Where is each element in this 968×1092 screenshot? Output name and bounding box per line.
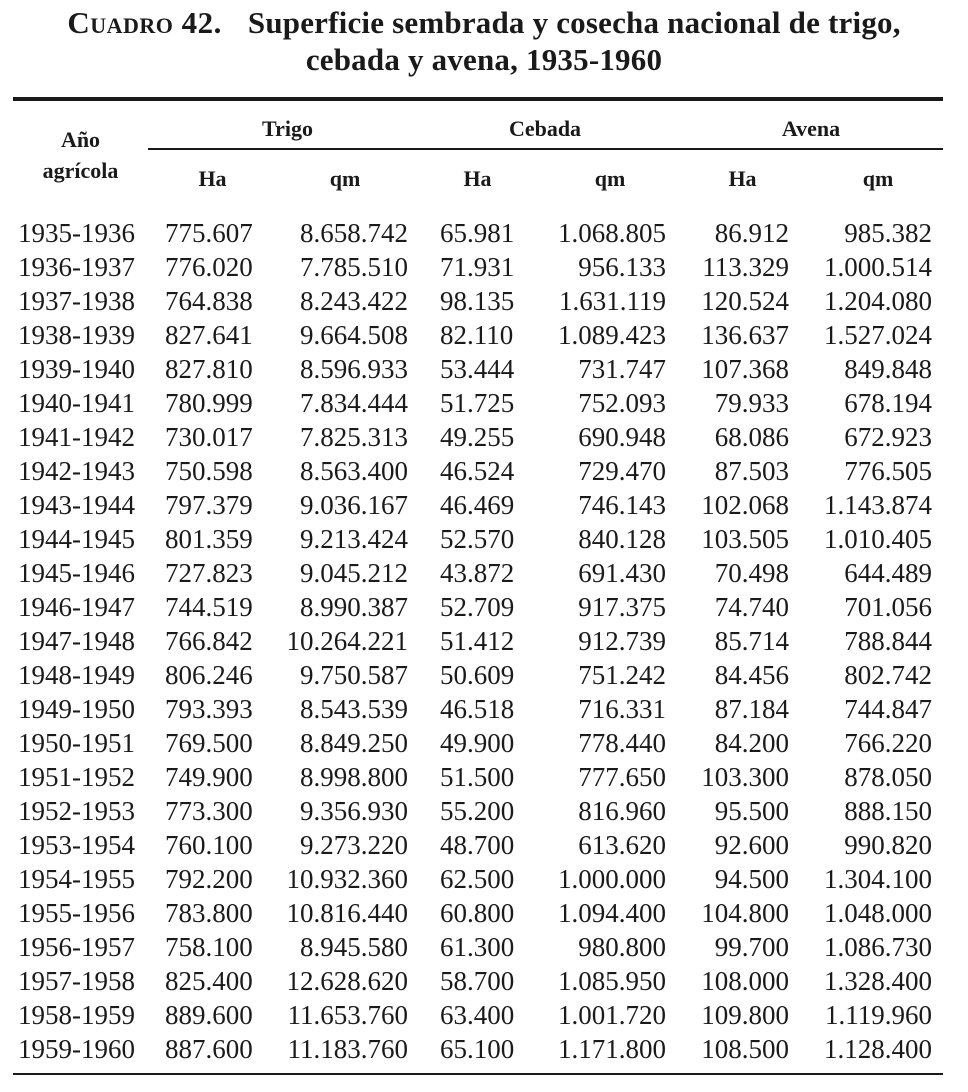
cell-avena-qm: 888.150	[844, 796, 932, 826]
table-row	[0, 726, 968, 760]
cell-trigo-qm: 11.653.760	[287, 1000, 408, 1030]
table-row	[0, 250, 968, 284]
cell-cebada-qm: 1.089.423	[558, 320, 666, 350]
cell-trigo-ha: 887.600	[165, 1034, 253, 1064]
cell-avena-qm: 849.848	[844, 354, 932, 384]
cell-year: 1954-1955	[18, 864, 135, 894]
cell-avena-qm: 1.304.100	[824, 864, 932, 894]
cell-avena-qm: 985.382	[844, 218, 932, 248]
header-unit-trigo-qm: qm	[329, 166, 361, 191]
cell-year: 1959-1960	[18, 1034, 135, 1064]
cell-cebada-ha: 62.500	[440, 864, 515, 894]
cell-cebada-qm: 746.143	[578, 490, 666, 520]
table-row	[0, 284, 968, 318]
cell-avena-qm: 776.505	[844, 456, 932, 486]
cell-cebada-ha: 65.100	[440, 1034, 515, 1064]
table-row	[0, 930, 968, 964]
cell-avena-ha: 120.524	[701, 286, 789, 316]
cell-year: 1939-1940	[18, 354, 135, 384]
cell-avena-qm: 1.328.400	[824, 966, 932, 996]
title-line-1	[0, 4, 968, 41]
cell-avena-ha: 108.500	[701, 1034, 789, 1064]
cell-year: 1945-1946	[18, 558, 135, 588]
cell-trigo-ha: 780.999	[165, 388, 253, 418]
header-unit-cebada-ha: Ha	[463, 166, 492, 191]
header-unit-avena-qm: qm	[862, 166, 894, 191]
cell-trigo-ha: 825.400	[165, 966, 253, 996]
cell-cebada-ha: 51.725	[440, 388, 515, 418]
cell-trigo-qm: 9.213.424	[300, 524, 408, 554]
cell-year: 1946-1947	[18, 592, 135, 622]
cell-cebada-qm: 731.747	[578, 354, 666, 384]
table-row	[0, 590, 968, 624]
table-row	[0, 964, 968, 998]
cell-avena-qm: 1.010.405	[824, 524, 932, 554]
cell-trigo-ha: 764.838	[165, 286, 253, 316]
cell-cebada-qm: 777.650	[578, 762, 666, 792]
cell-cebada-ha: 98.135	[440, 286, 515, 316]
cell-trigo-ha: 783.800	[165, 898, 253, 928]
cell-cebada-ha: 52.570	[440, 524, 515, 554]
cell-cebada-qm: 751.242	[578, 660, 666, 690]
cell-trigo-qm: 7.785.510	[300, 252, 408, 282]
cell-avena-ha: 70.498	[714, 558, 789, 588]
cell-cebada-qm: 690.948	[578, 422, 666, 452]
table-row	[0, 352, 968, 386]
cell-avena-qm: 878.050	[844, 762, 932, 792]
cell-trigo-ha: 827.641	[165, 320, 253, 350]
cell-cebada-qm: 956.133	[578, 252, 666, 282]
cell-avena-qm: 744.847	[844, 694, 932, 724]
cell-avena-ha: 104.800	[701, 898, 789, 928]
header-group-avena: Avena	[781, 116, 841, 141]
cell-cebada-qm: 716.331	[578, 694, 666, 724]
cell-cebada-qm: 840.128	[578, 524, 666, 554]
cell-avena-qm: 678.194	[844, 388, 932, 418]
cell-avena-ha: 92.600	[714, 830, 789, 860]
cell-trigo-ha: 792.200	[165, 864, 253, 894]
table-row	[0, 998, 968, 1032]
cell-avena-qm: 1.119.960	[825, 1000, 932, 1030]
cell-avena-qm: 788.844	[844, 626, 932, 656]
cell-trigo-ha: 769.500	[165, 728, 253, 758]
header-group-cebada: Cebada	[508, 116, 582, 141]
cell-avena-qm: 1.143.874	[824, 490, 932, 520]
cell-avena-qm: 1.128.400	[824, 1034, 932, 1064]
table-row	[0, 318, 968, 352]
cell-avena-qm: 701.056	[844, 592, 932, 622]
cell-year: 1958-1959	[18, 1000, 135, 1030]
cell-year: 1935-1936	[18, 218, 135, 248]
table-row	[0, 828, 968, 862]
header-year-line-1: Año	[60, 127, 101, 152]
cell-avena-ha: 99.700	[714, 932, 789, 962]
cell-year: 1937-1938	[18, 286, 135, 316]
cell-year: 1956-1957	[18, 932, 135, 962]
table-body	[0, 216, 968, 1066]
cell-avena-qm: 1.204.080	[824, 286, 932, 316]
cell-year: 1947-1948	[18, 626, 135, 656]
header-unit-avena-ha: Ha	[728, 166, 757, 191]
cell-trigo-ha: 727.823	[165, 558, 253, 588]
cell-cebada-qm: 1.631.119	[559, 286, 666, 316]
cell-trigo-qm: 8.998.800	[300, 762, 408, 792]
cell-cebada-ha: 58.700	[440, 966, 515, 996]
cell-avena-ha: 84.200	[714, 728, 789, 758]
cell-avena-qm: 1.527.024	[824, 320, 932, 350]
table-row	[0, 216, 968, 250]
group-underline	[148, 148, 943, 150]
table-row	[0, 488, 968, 522]
cell-cebada-ha: 71.931	[440, 252, 515, 282]
cell-trigo-qm: 8.990.387	[300, 592, 408, 622]
cell-trigo-ha: 889.600	[165, 1000, 253, 1030]
cell-cebada-ha: 46.524	[440, 456, 515, 486]
cell-avena-ha: 87.503	[714, 456, 789, 486]
cell-trigo-ha: 776.020	[165, 252, 253, 282]
cell-trigo-qm: 7.825.313	[300, 422, 408, 452]
cell-year: 1953-1954	[18, 830, 135, 860]
cell-trigo-qm: 10.264.221	[286, 626, 408, 656]
cell-avena-ha: 113.329	[702, 252, 789, 282]
cell-cebada-qm: 691.430	[578, 558, 666, 588]
cell-avena-ha: 84.456	[714, 660, 789, 690]
cell-avena-ha: 87.184	[714, 694, 789, 724]
cell-cebada-qm: 980.800	[578, 932, 666, 962]
cell-cebada-qm: 917.375	[578, 592, 666, 622]
header-group-trigo: Trigo	[262, 116, 313, 141]
cell-trigo-qm: 9.045.212	[300, 558, 408, 588]
header-unit-cebada-qm: qm	[594, 166, 626, 191]
cell-cebada-qm: 752.093	[578, 388, 666, 418]
cell-cebada-ha: 46.518	[440, 694, 515, 724]
cell-trigo-ha: 750.598	[165, 456, 253, 486]
cell-year: 1942-1943	[18, 456, 135, 486]
cell-avena-qm: 990.820	[844, 830, 932, 860]
cell-trigo-ha: 744.519	[165, 592, 253, 622]
cell-cebada-ha: 55.200	[440, 796, 515, 826]
cell-avena-qm: 1.086.730	[824, 932, 932, 962]
cell-trigo-qm: 12.628.620	[286, 966, 408, 996]
cell-cebada-qm: 1.094.400	[558, 898, 666, 928]
bottom-rule	[13, 1073, 943, 1075]
title-text-1: Superficie sembrada y cosecha nacional de trigo,	[247, 5, 901, 40]
cell-trigo-qm: 10.932.360	[286, 864, 408, 894]
table-row	[0, 760, 968, 794]
header-year	[13, 124, 148, 186]
cell-avena-qm: 766.220	[844, 728, 932, 758]
cell-year: 1938-1939	[18, 320, 135, 350]
cell-avena-ha: 136.637	[701, 320, 789, 350]
cell-trigo-ha: 801.359	[165, 524, 253, 554]
cell-avena-ha: 103.505	[701, 524, 789, 554]
cell-year: 1940-1941	[18, 388, 135, 418]
cell-year: 1951-1952	[18, 762, 135, 792]
table-row	[0, 794, 968, 828]
cell-year: 1950-1951	[18, 728, 135, 758]
table-row	[0, 862, 968, 896]
cell-trigo-ha: 827.810	[165, 354, 253, 384]
cell-trigo-qm: 9.664.508	[300, 320, 408, 350]
cell-cebada-ha: 51.412	[440, 626, 515, 656]
table-title	[0, 4, 968, 78]
cell-trigo-ha: 775.607	[165, 218, 253, 248]
cell-avena-ha: 79.933	[714, 388, 789, 418]
cell-avena-ha: 74.740	[714, 592, 789, 622]
cell-trigo-qm: 8.658.742	[300, 218, 408, 248]
cell-avena-ha: 95.500	[714, 796, 789, 826]
header-year-line-2: agrícola	[42, 158, 119, 183]
cell-cebada-qm: 1.068.805	[558, 218, 666, 248]
cell-trigo-qm: 8.543.539	[300, 694, 408, 724]
table-row	[0, 692, 968, 726]
cell-cebada-ha: 46.469	[440, 490, 515, 520]
cell-year: 1948-1949	[18, 660, 135, 690]
cell-avena-ha: 85.714	[714, 626, 789, 656]
table-row	[0, 658, 968, 692]
cell-trigo-ha: 766.842	[165, 626, 253, 656]
cell-trigo-qm: 7.834.444	[300, 388, 408, 418]
cell-trigo-qm: 9.356.930	[300, 796, 408, 826]
cell-trigo-qm: 8.596.933	[300, 354, 408, 384]
cell-trigo-ha: 797.379	[165, 490, 253, 520]
cell-avena-qm: 1.048.000	[824, 898, 932, 928]
cell-year: 1941-1942	[18, 422, 135, 452]
cell-trigo-qm: 9.750.587	[300, 660, 408, 690]
cell-avena-ha: 94.500	[714, 864, 789, 894]
cell-avena-ha: 108.000	[701, 966, 789, 996]
cell-cebada-ha: 50.609	[440, 660, 515, 690]
cell-avena-ha: 103.300	[701, 762, 789, 792]
cell-avena-ha: 68.086	[714, 422, 789, 452]
table-number: Cuadro 42.	[67, 5, 222, 40]
cell-cebada-ha: 61.300	[440, 932, 515, 962]
cell-year: 1943-1944	[18, 490, 135, 520]
cell-trigo-ha: 773.300	[165, 796, 253, 826]
table-row	[0, 454, 968, 488]
cell-trigo-ha: 758.100	[165, 932, 253, 962]
cell-cebada-ha: 60.800	[440, 898, 515, 928]
cell-cebada-qm: 613.620	[578, 830, 666, 860]
cell-trigo-qm: 8.243.422	[300, 286, 408, 316]
cell-avena-qm: 672.923	[844, 422, 932, 452]
cell-trigo-ha: 793.393	[165, 694, 253, 724]
cell-cebada-ha: 49.900	[440, 728, 515, 758]
cell-avena-ha: 109.800	[701, 1000, 789, 1030]
table-row	[0, 624, 968, 658]
table-row	[0, 896, 968, 930]
cell-cebada-ha: 51.500	[440, 762, 515, 792]
cell-cebada-ha: 65.981	[440, 218, 515, 248]
header-unit-trigo-ha: Ha	[198, 166, 227, 191]
cell-avena-qm: 1.000.514	[824, 252, 932, 282]
cell-cebada-ha: 49.255	[440, 422, 515, 452]
cell-cebada-qm: 1.085.950	[558, 966, 666, 996]
cell-trigo-qm: 10.816.440	[286, 898, 408, 928]
cell-avena-ha: 102.068	[701, 490, 789, 520]
cell-year: 1952-1953	[18, 796, 135, 826]
cell-trigo-qm: 8.563.400	[300, 456, 408, 486]
cell-cebada-ha: 48.700	[440, 830, 515, 860]
table-row	[0, 386, 968, 420]
title-line-2: cebada y avena, 1935-1960	[305, 42, 663, 77]
cell-trigo-ha: 760.100	[165, 830, 253, 860]
cell-avena-qm: 644.489	[844, 558, 932, 588]
table-row	[0, 522, 968, 556]
cell-trigo-qm: 8.945.580	[300, 932, 408, 962]
cell-year: 1936-1937	[18, 252, 135, 282]
cell-trigo-qm: 9.273.220	[300, 830, 408, 860]
cell-trigo-ha: 806.246	[165, 660, 253, 690]
cell-cebada-qm: 912.739	[578, 626, 666, 656]
table-row	[0, 556, 968, 590]
cell-cebada-ha: 43.872	[440, 558, 515, 588]
table-row	[0, 1032, 968, 1066]
cell-cebada-qm: 729.470	[578, 456, 666, 486]
cell-trigo-qm: 9.036.167	[300, 490, 408, 520]
top-rule	[13, 97, 943, 101]
cell-trigo-ha: 730.017	[165, 422, 253, 452]
cell-cebada-qm: 1.001.720	[558, 1000, 666, 1030]
cell-avena-ha: 86.912	[714, 218, 789, 248]
cell-year: 1957-1958	[18, 966, 135, 996]
cell-year: 1944-1945	[18, 524, 135, 554]
cell-cebada-ha: 63.400	[440, 1000, 515, 1030]
cell-year: 1949-1950	[18, 694, 135, 724]
cell-cebada-ha: 52.709	[440, 592, 515, 622]
cell-avena-ha: 107.368	[701, 354, 789, 384]
cell-cebada-ha: 82.110	[440, 320, 514, 350]
cell-cebada-ha: 53.444	[440, 354, 515, 384]
cell-cebada-qm: 1.000.000	[558, 864, 666, 894]
cell-trigo-qm: 8.849.250	[300, 728, 408, 758]
table-row	[0, 420, 968, 454]
cell-year: 1955-1956	[18, 898, 135, 928]
cell-cebada-qm: 778.440	[578, 728, 666, 758]
cell-avena-qm: 802.742	[844, 660, 932, 690]
cell-trigo-qm: 11.183.760	[287, 1034, 408, 1064]
cell-cebada-qm: 816.960	[578, 796, 666, 826]
cell-cebada-qm: 1.171.800	[558, 1034, 666, 1064]
cell-trigo-ha: 749.900	[165, 762, 253, 792]
